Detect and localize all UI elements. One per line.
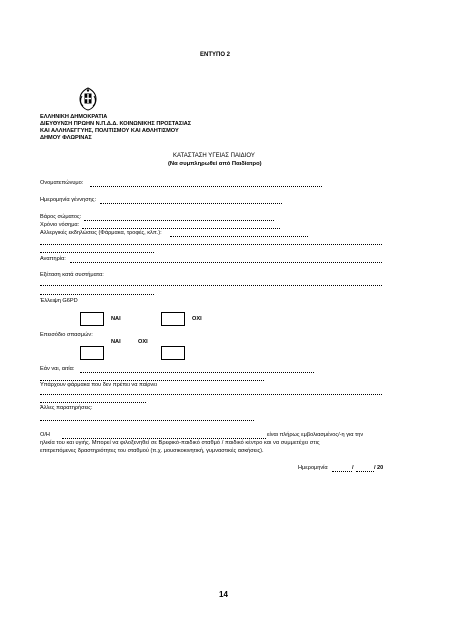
allergies-label: Αλλεργικές εκδηλώσεις (Φάρμακα, τροφές, κλπ.): <box>40 230 162 236</box>
systems-exam-field[interactable] <box>40 285 382 286</box>
g6pd-no-label: ΟΧΙ <box>192 316 202 322</box>
header-line-4: ΔΗΜΟΥ ΦΛΩΡΙΝΑΣ <box>40 135 92 141</box>
header-line-3: ΚΑΙ ΑΛΛΗΛΕΓΓΥΗΣ, ΠΟΛΙΤΙΣΜΟΥ ΚΑΙ ΑΘΛΗΤΙΣΜΟΥ <box>40 128 179 134</box>
form-id: ΕΝΤΥΠΟ 2 <box>200 52 231 58</box>
header-line-2: ΔΙΕΥΘΥΝΣΗ ΠΡΩΗΝ Ν.Π.Δ.Δ. ΚΟΙΝΩΝΙΚΗΣ ΠΡΟΣΤΑΣΙΑΣ <box>40 121 192 127</box>
other-notes-field[interactable] <box>40 420 254 421</box>
seizures-label: Επεισόδιο σπασμών: <box>40 332 93 338</box>
systems-exam-label: Εξέταση κατά συστήματα: <box>40 272 104 278</box>
disability-label: Αναπηρία: <box>40 256 66 262</box>
disability-field[interactable] <box>70 262 382 263</box>
seizures-yes-label: ΝΑΙ <box>111 339 121 345</box>
other-notes-label: Άλλες παρατηρήσεις: <box>40 405 93 411</box>
medications-label: Υπάρχουν φάρμακα που δεν πρέπει να παίρνει <box>40 382 157 388</box>
if-yes-label: Εάν ναι, αιτία: <box>40 366 75 372</box>
g6pd-label: Έλλειψη G6PD <box>40 298 78 304</box>
date-label: Ημερομηνία <box>298 465 328 471</box>
declaration-text-1: είναι πλήρως εμβολιασμένος/-η για την <box>267 432 364 438</box>
date-day-field[interactable] <box>332 471 352 472</box>
date-separator-1: / <box>352 465 354 471</box>
if-yes-field-line-2[interactable] <box>40 380 264 381</box>
g6pd-yes-label: ΝΑΙ <box>111 316 121 322</box>
declaration-prefix: Ο/Η <box>40 432 50 438</box>
birth-date-label: Ημερομηνία γέννησης: <box>40 197 97 203</box>
g6pd-no-checkbox[interactable] <box>161 312 185 326</box>
date-separator-2: / <box>374 465 376 471</box>
seizures-yes-checkbox[interactable] <box>80 346 104 360</box>
weight-label: Βάρος σώματος: <box>40 214 82 220</box>
date-month-field[interactable] <box>356 471 374 472</box>
seizures-no-checkbox[interactable] <box>161 346 185 360</box>
greek-emblem-icon <box>78 87 98 111</box>
weight-field[interactable] <box>84 220 274 221</box>
date-year-prefix: 20 <box>377 465 384 471</box>
declaration-text-2: ηλικία του και υγιής. Μπορεί να φιλοξενηθεί σε Βρεφικό-παιδικό σταθμό / παιδικό κέντρο και να συμμετέχει στις <box>40 440 320 446</box>
chronic-label: Χρόνιο νόσημα: <box>40 222 80 228</box>
declaration-text-3: επιτρεπόμενες δραστηριότητες του σταθμού (π.χ. μουσικοκινητική, γυμναστικές ασκήσεις). <box>40 448 264 454</box>
if-yes-field[interactable] <box>80 372 314 373</box>
header-line-1: ΕΛΛΗΝΙΚΗ ΔΗΜΟΚΡΑΤΙΑ <box>40 114 108 120</box>
chronic-field[interactable] <box>82 228 280 229</box>
systems-exam-field-line-2[interactable] <box>40 294 154 295</box>
form-subtitle: (Να συμπληρωθεί από Παιδίατρο) <box>168 161 262 167</box>
birth-date-field[interactable] <box>100 203 282 204</box>
allergies-field-line-2[interactable] <box>40 244 382 245</box>
page-number: 14 <box>219 590 228 599</box>
form-title: ΚΑΤΑΣΤΑΣΗ ΥΓΕΙΑΣ ΠΑΙΔΙΟΥ <box>173 153 255 159</box>
name-label: Ονοματεπώνυμο: <box>40 180 84 186</box>
medications-field-line-2[interactable] <box>40 402 146 403</box>
seizures-no-label: ΟΧΙ <box>138 339 148 345</box>
name-field[interactable] <box>90 186 322 187</box>
g6pd-yes-checkbox[interactable] <box>80 312 104 326</box>
declaration-child-name-field[interactable] <box>62 438 266 439</box>
allergies-field[interactable] <box>170 236 308 237</box>
allergies-field-line-3[interactable] <box>40 252 154 253</box>
medications-field[interactable] <box>40 394 382 395</box>
